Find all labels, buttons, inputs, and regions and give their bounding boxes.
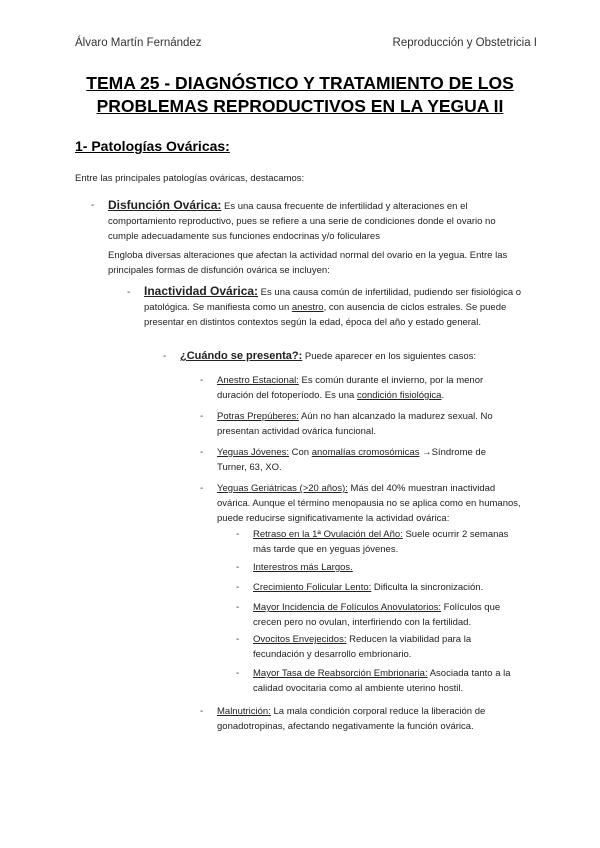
bullet-dash: - xyxy=(236,582,240,593)
cuando-paragraph xyxy=(180,349,520,364)
geriatricas-item xyxy=(253,666,525,696)
section-title: 1- Patologías Ováricas: xyxy=(75,138,230,154)
yeguas-jovenes-text: Con xyxy=(289,447,312,458)
anomalias-cromosomicas: anomalías cromosómicas xyxy=(311,447,420,458)
bullet-dash: - xyxy=(200,447,204,458)
geriatricas-item xyxy=(253,580,523,595)
bullet-dash: - xyxy=(236,668,240,679)
item-text: Suele ocurrir 2 semanas más tarde que en yeguas jóvenes. xyxy=(253,529,509,555)
bullet-dash: - xyxy=(91,200,95,211)
geriatricas-item xyxy=(253,527,523,557)
geriatricas-term: Yeguas Geriátricas (>20 años): xyxy=(217,483,348,494)
cuando-text: Puede aparecer en los siguientes casos: xyxy=(302,351,476,362)
potras-term: Potras Prepúberes: xyxy=(217,411,299,422)
item-term: Interestros más Largos. xyxy=(253,562,353,573)
cuando-term: ¿Cuándo se presenta?: xyxy=(180,350,303,362)
geriatricas-item xyxy=(253,600,525,630)
header-author: Álvaro Martín Fernández xyxy=(75,37,202,49)
condicion-fisiologica: condición fisiológica xyxy=(356,390,442,401)
bullet-dash: - xyxy=(236,529,240,540)
caso-potras xyxy=(217,409,517,439)
geriatricas-item xyxy=(253,632,523,662)
item-term: Mayor Incidencia de Folículos Anovulatorios: xyxy=(253,602,441,613)
inactividad-term: Inactividad Ovárica: xyxy=(144,284,259,298)
item-text: Dificulta la sincronización. xyxy=(371,582,484,593)
title-line-1: TEMA 25 - DIAGNÓSTICO Y TRATAMIENTO DE LOS xyxy=(86,73,514,93)
anestro-estacional-term: Anestro Estacional: xyxy=(217,375,299,386)
yeguas-jovenes-term: Yeguas Jóvenes: xyxy=(217,447,290,458)
caso-yeguas-jovenes xyxy=(217,445,517,475)
item-term: Retraso en la 1ª Ovulación del Año: xyxy=(253,529,403,540)
title-line-2: PROBLEMAS REPRODUCTIVOS EN LA YEGUA II xyxy=(96,96,504,116)
disfuncion-term: Disfunción Ovárica: xyxy=(108,198,222,212)
disfuncion-paragraph xyxy=(108,198,523,244)
item-text: Asociada tanto a la calidad ovocitaria como al ambiente uterino hostil. xyxy=(253,668,511,694)
caso-malnutricion xyxy=(217,704,517,734)
malnutricion-term: Malnutrición: xyxy=(217,706,271,717)
bullet-dash: - xyxy=(236,562,240,573)
inactividad-paragraph xyxy=(144,284,524,330)
malnutricion-text: La mala condición corporal reduce la liberación de gonadotropinas, afectando negativamente la función ovárica. xyxy=(217,706,486,732)
disfuncion-text: Es una causa frecuente de infertilidad y alteraciones en el comportamiento reproductivo, pues se refiere a una serie de condiciones donde el ovario no cumple adecuadamente sus funciones endocrinas y/o foliculares xyxy=(108,201,496,242)
inactividad-text-b: , con ausencia de ciclos estrales. Se puede presentar en distintos contextos según la edad, época del año y estado general. xyxy=(144,302,507,328)
item-term: Crecimiento Folicular Lento: xyxy=(253,582,372,593)
item-text: Reducen la viabilidad para la fecundación y desarrollo embrionario. xyxy=(253,634,472,660)
anestro-end: . xyxy=(441,390,445,401)
bullet-dash: - xyxy=(200,411,204,422)
caso-geriatricas xyxy=(217,481,522,526)
geriatricas-item xyxy=(253,560,523,575)
geriatricas-text: Más del 40% muestran inactividad ovárica. Aunque el término menopausia no se aplica como en humanos, puede reducirse significativamente la actividad ovárica: xyxy=(217,483,521,524)
caso-anestro xyxy=(217,373,517,403)
bullet-dash: - xyxy=(236,634,240,645)
inactividad-text-a: Es una causa común de infertilidad, pudiendo ser fisiológica o patológica. Se manifiesta como un xyxy=(144,287,522,313)
bullet-dash: - xyxy=(163,351,167,362)
bullet-dash: - xyxy=(127,287,131,298)
bullet-dash: - xyxy=(200,706,204,717)
disfuncion-para: Engloba diversas alteraciones que afectan la actividad normal del ovario en la yegua. Entre las principales formas de disfunción ovárica se incluyen: xyxy=(108,250,508,276)
item-term: Ovocitos Envejecidos: xyxy=(253,634,347,645)
item-term: Mayor Tasa de Reabsorción Embrionaria: xyxy=(253,668,428,679)
page-title xyxy=(40,72,560,118)
bullet-dash: - xyxy=(200,375,204,386)
anestro-term: anestro xyxy=(291,302,324,313)
header-course: Reproducción y Obstetricia I xyxy=(392,37,537,49)
section-intro: Entre las principales patologías ováricas, destacamos: xyxy=(75,173,305,184)
anestro-estacional-text: Es común durante el invierno, por la menor duración del fotoperíodo. Es una xyxy=(217,375,484,401)
potras-text: Aún no han alcanzado la madurez sexual. No presentan actividad ovárica funcional. xyxy=(217,411,493,437)
bullet-dash: - xyxy=(200,483,204,494)
bullet-dash: - xyxy=(236,602,240,613)
item-text: Folículos que crecen pero no ovulan, interfiriendo con la fertilidad. xyxy=(253,602,501,628)
yeguas-jovenes-end: →Síndrome de Turner, 63, XO. xyxy=(217,447,486,473)
